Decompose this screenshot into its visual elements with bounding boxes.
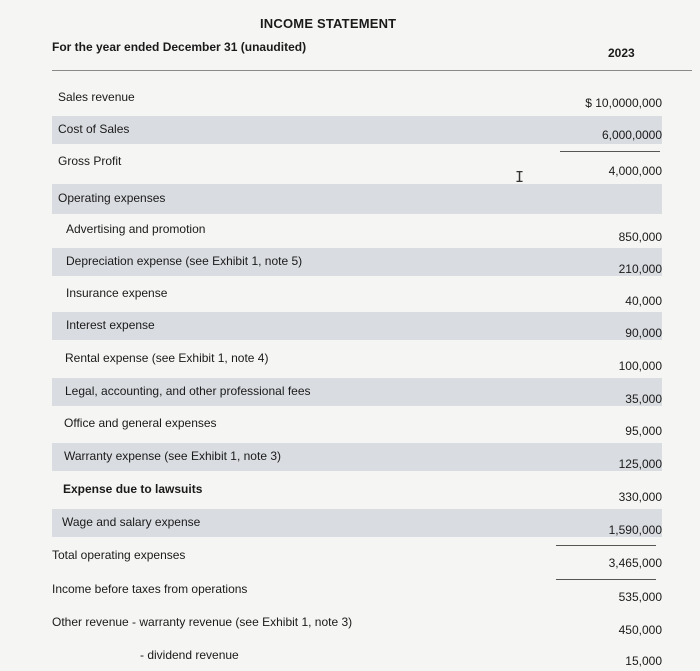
row-value: 15,000 xyxy=(625,654,662,668)
row-label: Expense due to lawsuits xyxy=(63,482,203,496)
row-total-operating xyxy=(52,542,662,570)
row-other-warranty-revenue xyxy=(52,609,662,637)
row-value: 210,000 xyxy=(618,262,662,276)
statement-title: INCOME STATEMENT xyxy=(260,16,397,31)
row-legal-fees xyxy=(52,378,662,406)
row-cost-of-sales xyxy=(52,116,662,144)
row-interest xyxy=(52,312,662,340)
row-operating-expenses-heading xyxy=(52,184,662,214)
row-income-before-taxes xyxy=(52,576,662,604)
text-cursor-icon: I xyxy=(515,168,525,186)
row-gross-profit xyxy=(52,148,662,176)
row-label: Rental expense (see Exhibit 1, note 4) xyxy=(65,351,269,365)
row-insurance xyxy=(52,280,662,308)
row-value: 850,000 xyxy=(618,230,662,244)
row-label: Total operating expenses xyxy=(52,548,186,562)
row-value: 35,000 xyxy=(625,392,662,406)
row-label: Interest expense xyxy=(66,318,155,332)
row-value: $ 10,0000,000 xyxy=(585,96,662,110)
row-label: - dividend revenue xyxy=(140,648,239,662)
column-year: 2023 xyxy=(608,46,635,60)
row-label: Advertising and promotion xyxy=(66,222,206,236)
row-value: 450,000 xyxy=(618,623,662,637)
row-warranty-expense xyxy=(52,443,662,471)
row-advertising xyxy=(52,216,662,244)
row-value: 90,000 xyxy=(625,326,662,340)
row-lawsuits xyxy=(52,476,662,504)
row-office-general xyxy=(52,410,662,438)
row-value: 3,465,000 xyxy=(608,556,662,570)
row-label: Cost of Sales xyxy=(58,122,130,136)
row-label: Other revenue - warranty revenue (see Exhibit 1, note 3) xyxy=(52,615,353,629)
row-label: Legal, accounting, and other professional fees xyxy=(65,384,311,398)
row-label: Depreciation expense (see Exhibit 1, note 5) xyxy=(66,254,303,268)
row-label: Sales revenue xyxy=(58,90,135,104)
row-label: Income before taxes from operations xyxy=(52,582,248,596)
row-rental xyxy=(52,345,662,373)
row-value: 40,000 xyxy=(625,294,662,308)
row-label: Insurance expense xyxy=(66,286,168,300)
row-label: Wage and salary expense xyxy=(62,515,201,529)
row-value: 6,000,0000 xyxy=(601,128,662,142)
row-value: 1,590,000 xyxy=(608,523,662,537)
row-wages xyxy=(52,509,662,537)
row-value: 125,000 xyxy=(618,457,662,471)
row-value: 535,000 xyxy=(618,590,662,604)
row-label: Gross Profit xyxy=(58,154,122,168)
row-value: 330,000 xyxy=(618,490,662,504)
header-divider xyxy=(52,70,692,71)
row-dividend-revenue xyxy=(52,642,662,670)
row-depreciation xyxy=(52,248,662,276)
row-sales-revenue xyxy=(52,84,662,112)
row-label: Office and general expenses xyxy=(64,416,217,430)
row-label: Operating expenses xyxy=(58,191,166,205)
row-value: 95,000 xyxy=(625,424,662,438)
row-value: 4,000,000 xyxy=(608,164,662,178)
row-value: 100,000 xyxy=(618,359,662,373)
row-label: Warranty expense (see Exhibit 1, note 3) xyxy=(64,449,281,463)
statement-period: For the year ended December 31 (unaudited) xyxy=(52,40,307,54)
